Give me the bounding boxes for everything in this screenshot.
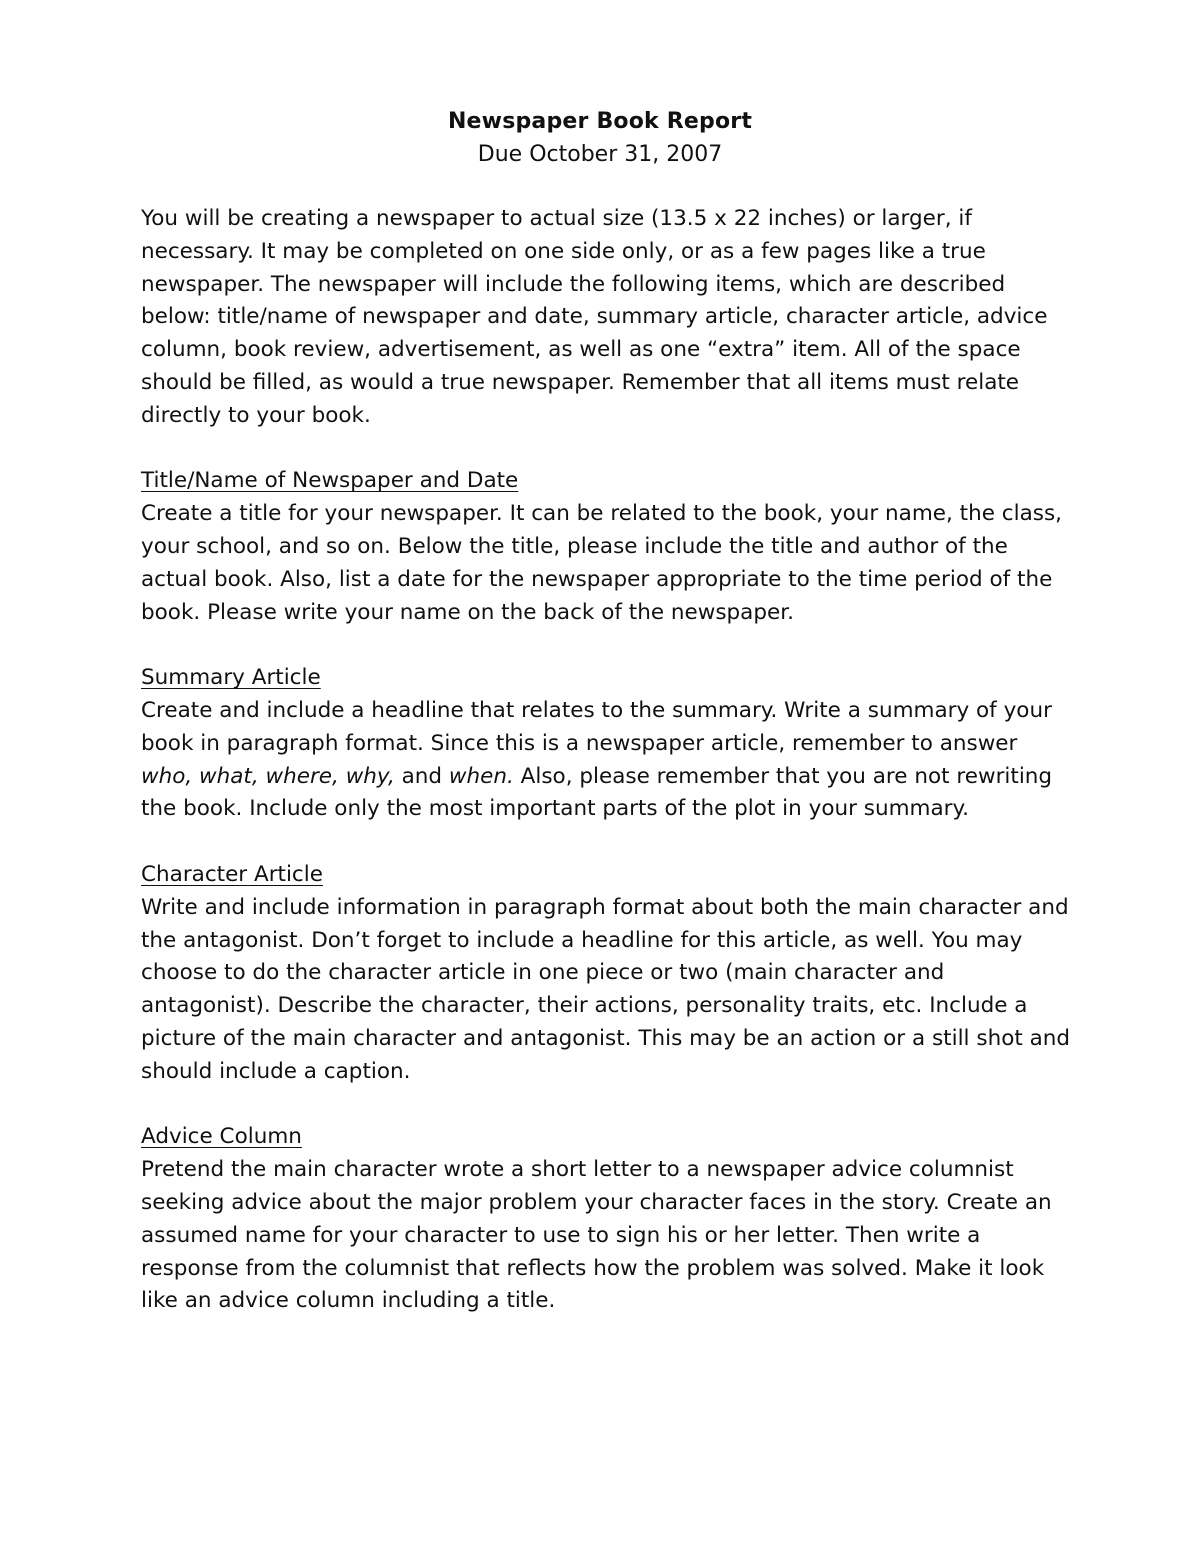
summary-emphasis-when: when.	[448, 763, 514, 789]
section-heading-advice: Advice Column	[141, 1124, 302, 1150]
document-title: Newspaper Book Report	[447, 109, 753, 134]
section-heading-character: Character Article	[141, 861, 323, 887]
document-body	[141, 203, 1071, 1351]
intro-paragraph: You will be creating a newspaper to actual size (13.5 x 22 inches) or larger, if necessary. It may be completed on one side only, or as a few pages like a true newspaper. The newspaper will include the following items, which are described below: title/name of newspaper and date, summary article, character article, advice column, book review, advertisement, as well as one “extra” item. All of the space should be filled, as would a true newspaper. Remember that all items must relate directly to your book.	[141, 206, 1048, 428]
section-title-name	[141, 465, 1071, 629]
section-summary	[141, 662, 1071, 826]
section-body-character: Write and include information in paragraph format about both the main character and the antagonist. Don’t forget to include a headline for this article, as well. You may choose to do the character article in one piece or two (main character and antagonist). Describe the character, their actions, personality traits, etc. Include a picture of the main character and antagonist. This may be an action or a still shot and should include a caption.	[141, 894, 1071, 1084]
summary-emphasis-who-what: who, what, where, why,	[141, 763, 395, 789]
section-heading-summary: Summary Article	[141, 665, 321, 691]
section-advice	[141, 1121, 1071, 1318]
section-body-summary	[141, 695, 1071, 826]
document-header	[0, 106, 1200, 171]
summary-text-part2: and	[394, 763, 449, 789]
section-heading-title-name: Title/Name of Newspaper and Date	[141, 468, 519, 494]
summary-text-part3: Also, please remember that you are not rewriting the book. Include only the most important parts of the plot in your summary.	[141, 763, 1053, 822]
summary-text-part1: Create and include a headline that relates to the summary. Write a summary of your book in paragraph format. Since this is a newspaper article, remember to answer	[141, 697, 1052, 756]
due-date: Due October 31, 2007	[477, 142, 723, 167]
section-character	[141, 859, 1071, 1089]
section-body-advice: Pretend the main character wrote a short letter to a newspaper advice columnist seeking advice about the major problem your character faces in the story. Create an assumed name for your character to use to sign his or her letter. Then write a response from the columnist that reflects how the problem was solved. Make it look like an advice column including a title.	[141, 1157, 1052, 1314]
section-body-title-name: Create a title for your newspaper. It can be related to the book, your name, the class, your school, and so on. Below the title, please include the title and author of the actual book. Also, list a date for the newspaper appropriate to the time period of the book. Please write your name on the back of the newspaper.	[141, 501, 1063, 625]
